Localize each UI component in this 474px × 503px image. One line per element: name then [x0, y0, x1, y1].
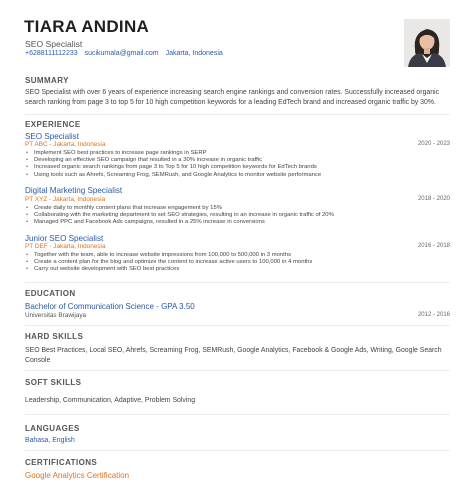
job-title: Digital Marketing Specialist [25, 186, 123, 195]
languages-text: Bahasa, English [25, 437, 75, 444]
list-item: • Increased organic search rankings from page 3 to Top 5 for 10 high competition keywords for EdTech brands [25, 164, 425, 171]
education-dates: 2012 - 2016 [417, 312, 450, 318]
education-degree: Bachelor of Communication Science - GPA 3.50 [25, 302, 195, 311]
soft-skills-text: Leadership, Communication, Adaptive, Problem Solving [25, 397, 196, 404]
list-item: • Carry out website development with SEO best practices [25, 266, 425, 273]
experience-heading: EXPERIENCE [25, 120, 81, 129]
education-heading: EDUCATION [25, 289, 76, 298]
job-dates: 2016 - 2018 [417, 243, 450, 249]
divider [25, 325, 450, 326]
contact-line [25, 50, 228, 57]
phone-number[interactable]: +6288111112233 [25, 50, 78, 57]
list-item: • Using tools such as Ahrefs, Screaming Frog, SEMRush, and Google Analytics to monitor website performance [25, 172, 425, 179]
job-dates: 2018 - 2020 [417, 196, 450, 202]
list-item: • Create daily to monthly content plans that increase engagement by 15% [25, 205, 425, 212]
profile-photo-image [404, 19, 450, 67]
divider [25, 414, 450, 415]
divider [25, 114, 450, 115]
profile-photo [404, 19, 450, 67]
certifications-heading: CERTIFICATIONS [25, 458, 98, 467]
certification-item: Google Analytics Certification [25, 471, 130, 480]
candidate-name: TIARA ANDINA [24, 17, 150, 36]
job-bullets [25, 252, 425, 274]
divider [25, 450, 450, 451]
job-title: Junior SEO Specialist [25, 234, 104, 243]
divider [25, 282, 450, 283]
education-school: Universitas Brawijaya [25, 312, 87, 319]
job-bullets [25, 150, 425, 179]
job-company: PT DEF - Jakarta, Indonesia [25, 243, 106, 250]
job-title: SEO Specialist [25, 132, 79, 141]
list-item: • Managed PPC and Facebook Ads campaigns, resulted in a 25% increase in conversions [25, 219, 425, 226]
job-company: PT ABC - Jakarta, Indonesia [25, 141, 106, 148]
hard-skills-text: SEO Best Practices, Local SEO, Ahrefs, Screaming Frog, SEMRush, Google Analytics, Facebook & Google Ads, Writing, Google Search Console [25, 347, 442, 364]
summary-heading: SUMMARY [25, 76, 69, 85]
candidate-role: SEO Specialist [25, 39, 83, 49]
location-text: Jakarta, Indonesia [165, 50, 223, 57]
job-bullets [25, 205, 425, 227]
list-item: • Create a content plan for the blog and optimize the content to increase active users to 100,000 in 4 months [25, 259, 425, 266]
job-dates: 2020 - 2023 [417, 141, 450, 147]
hard-skills-heading: HARD SKILLS [25, 332, 84, 341]
list-item: • Together with the team, able to increase website impressions from 100,000 to 500,000 in 3 months [25, 252, 425, 259]
divider [25, 370, 450, 371]
languages-heading: LANGUAGES [25, 424, 80, 433]
job-company: PT XYZ - Jakarta, Indonesia [25, 196, 106, 203]
list-item: • Developing an effective SEO campaign that resulted in a 30% increase in organic traffic [25, 157, 425, 164]
summary-text: SEO Specialist with over 6 years of experience increasing search engine rankings and conversion rates. Successfully increased organic search ranking from page 3 to top 5 for 10 high competition keywords for a leading EdTech brand and increased organic traffic by 30%. [25, 89, 440, 106]
soft-skills-heading: SOFT SKILLS [25, 378, 82, 387]
list-item: • Collaborating with the marketing department to set SEO strategies, resulting in an increase in organic traffic of 20% [25, 212, 425, 219]
list-item: • Implement SEO best practices to increase page rankings in SERP [25, 150, 425, 157]
email-address[interactable]: sucikumala@gmail.com [84, 50, 159, 57]
